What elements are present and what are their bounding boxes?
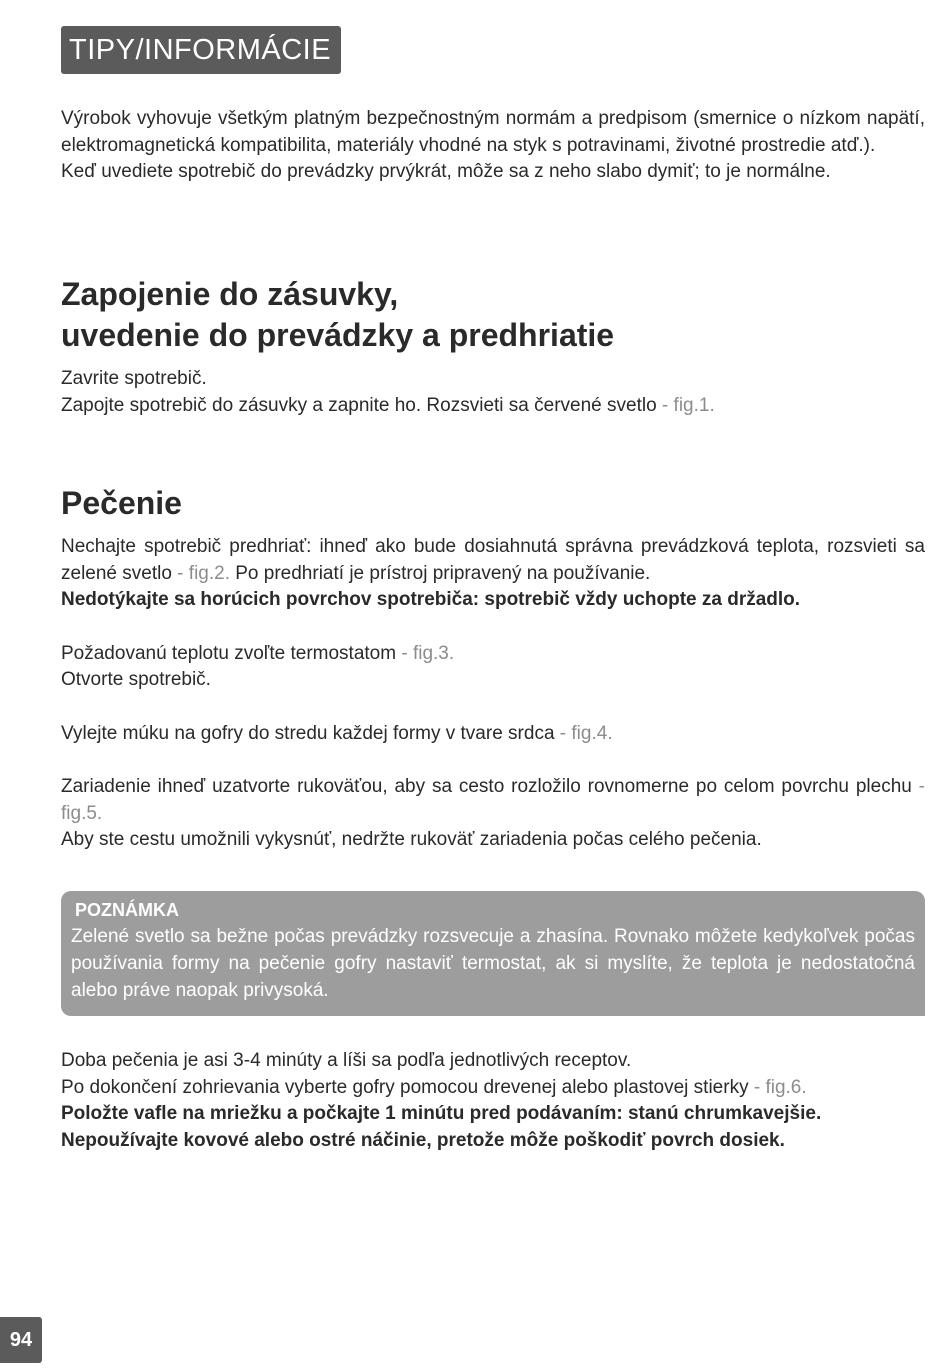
- figure-reference: - fig.3.: [396, 642, 455, 664]
- warning-text: Nepoužívajte kovové alebo ostré náčinie, pretože môže poškodiť povrch dosiek.: [61, 1129, 785, 1151]
- paragraph: [61, 534, 925, 587]
- paragraph: [61, 641, 925, 668]
- section-tag: TIPY/INFORMÁCIE: [61, 26, 341, 74]
- paragraph-text: Požadovanú teplotu zvoľte termostatom: [61, 642, 397, 664]
- figure-reference: - fig.1.: [656, 394, 715, 416]
- heading-line: Zapojenie do zásuvky,: [61, 276, 399, 312]
- page-number: 94: [0, 1317, 42, 1363]
- intro-text: [61, 106, 925, 186]
- note-title: POZNÁMKA: [75, 900, 179, 920]
- warning-text: Nedotýkajte sa horúcich povrchov spotrebiča: spotrebič vždy uchopte za držadlo.: [61, 589, 801, 610]
- paragraph: [61, 1075, 925, 1102]
- paragraph: [61, 393, 925, 420]
- paragraph-text: Zariadenie ihneď uzatvorte rukoväťou, aby sa cesto rozložilo rovnomerne po celom povrchu plechu: [61, 776, 912, 797]
- figure-reference: - fig.6.: [748, 1076, 807, 1098]
- section-connection: [61, 274, 925, 419]
- intro-paragraph: Výrobok vyhovuje všetkým platným bezpečnostným normám a predpisom (smernice o nízkom napätí, elektromagnetická kompatibilita, materiály vhodné na styk s potravinami, životné prostredie atď.).: [61, 108, 925, 156]
- figure-reference: - fig.2.: [171, 562, 230, 584]
- paragraph-text: Po dokončení zohrievania vyberte gofry pomocou drevenej alebo plastovej stierky: [61, 1076, 749, 1098]
- paragraph: Otvorte spotrebič.: [61, 669, 211, 690]
- note-box: [61, 891, 925, 1016]
- heading-line: uvedenie do prevádzky a predhriatie: [61, 317, 615, 353]
- paragraph: Zavrite spotrebič.: [61, 368, 207, 389]
- figure-reference: - fig.5.: [61, 776, 926, 824]
- paragraph-text: Vylejte múku na gofry do stredu každej formy v tvare srdca: [61, 722, 555, 744]
- note-text: Zelené svetlo sa bežne počas prevádzky rozsvecuje a zhasína. Rovnako môžete kedykoľvek počas používania formy na pečenie gofry nastaviť termostat, ak si myslíte, že teplota je nedostatočná alebo práve naopak privysoká.: [71, 926, 915, 1001]
- section-heading: Pečenie: [61, 485, 182, 521]
- section-heading: [61, 274, 925, 356]
- section-baking: [61, 483, 925, 854]
- paragraph: [61, 774, 925, 827]
- intro-paragraph: Keď uvediete spotrebič do prevádzky prvýkrát, môže sa z neho slabo dymiť; to je normálne.: [61, 161, 831, 182]
- figure-reference: - fig.4.: [554, 722, 613, 744]
- paragraph: [61, 721, 925, 748]
- paragraph-text: Po predhriatí je prístroj pripravený na používanie.: [229, 562, 651, 584]
- paragraph-text: Zapojte spotrebič do zásuvky a zapnite ho. Rozsvieti sa červené svetlo: [61, 394, 657, 416]
- paragraph-text: Nechajte spotrebič predhriať: ihneď ako bude dosiahnutá správna prevádzková teplota, rozsvieti sa zelené svetlo: [61, 536, 925, 584]
- warning-text: Položte vafle na mriežku a počkajte 1 minútu pred podávaním: stanú chrumkavejšie.: [61, 1103, 822, 1124]
- paragraph: Doba pečenia je asi 3-4 minúty a líši sa podľa jednotlivých receptov.: [61, 1050, 632, 1071]
- paragraph: Aby ste cestu umožnili vykysnúť, nedržte rukoväť zariadenia počas celého pečenia.: [61, 829, 762, 850]
- closing-text: [61, 1048, 925, 1154]
